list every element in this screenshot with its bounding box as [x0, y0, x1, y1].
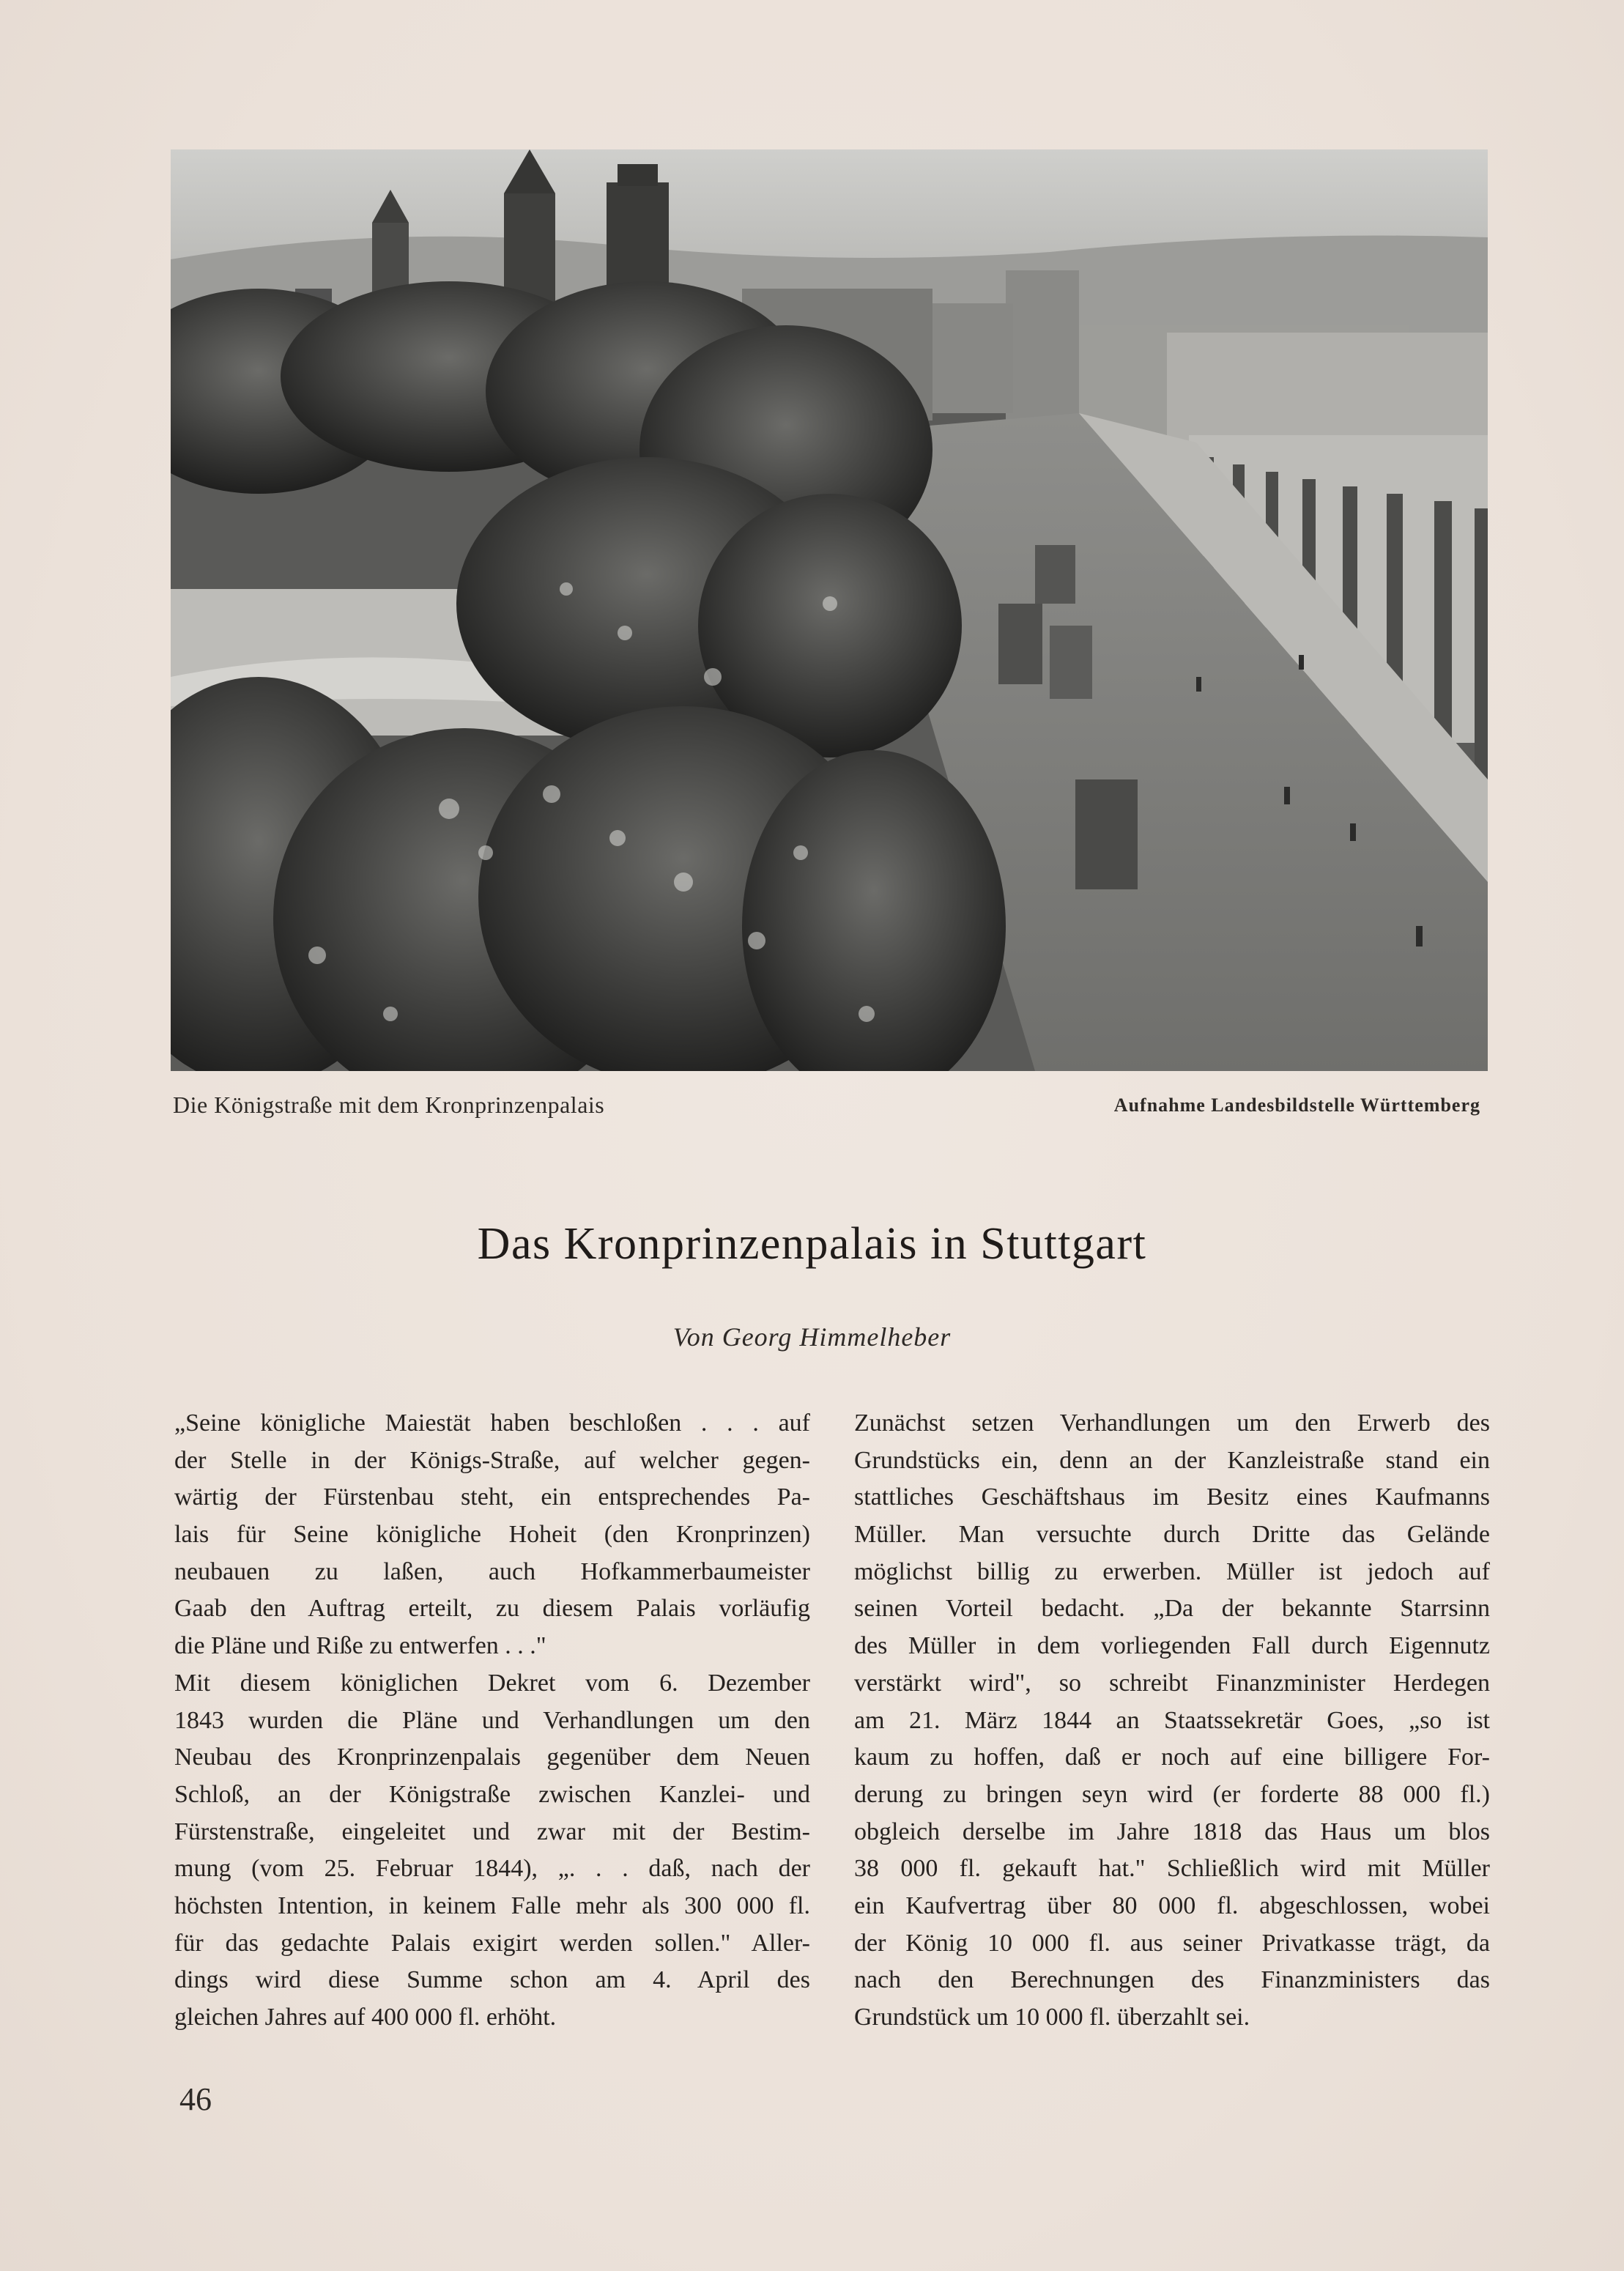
- text-line: kaum zu hoffen, daß er noch auf eine billigere For-: [854, 1744, 1490, 1771]
- text-line: der König 10 000 fl. aus seiner Privatkasse trägt, da: [854, 1929, 1490, 1957]
- text-line: Mit diesem königlichen Dekret vom 6. Dezember: [174, 1669, 810, 1697]
- street-photograph: [171, 149, 1488, 1071]
- text-line: Neubau des Kronprinzenpalais gegenüber dem Neuen: [174, 1744, 810, 1771]
- text-line: 38 000 fl. gekauft hat." Schließlich wird mit Müller: [854, 1855, 1490, 1883]
- page-number: 46: [179, 2081, 212, 2117]
- text-line: wärtig der Fürstenbau steht, ein entsprechendes Pa-: [174, 1483, 810, 1511]
- text-line: stattliches Geschäftshaus im Besitz eines Kaufmanns: [854, 1483, 1490, 1511]
- article-byline: Von Georg Himmelheber: [672, 1322, 952, 1352]
- right-text-column: [854, 1405, 1490, 2037]
- text-line: dings wird diese Summe schon am 4. April des: [174, 1966, 810, 1994]
- text-line: ein Kaufvertrag über 80 000 fl. abgeschlossen, wobei: [854, 1892, 1490, 1919]
- photo-credit: Aufnahme Landesbildstelle Württemberg: [1113, 1094, 1480, 1116]
- text-line: derung zu bringen seyn wird (er forderte 88 000 fl.): [854, 1780, 1490, 1808]
- text-line: Zunächst setzen Verhandlungen um den Erwerb des: [854, 1409, 1490, 1437]
- text-line: „Seine königliche Maiestät haben beschloßen . . . auf: [174, 1409, 810, 1437]
- text-line: neubauen zu laßen, auch Hofkammerbaumeister: [174, 1557, 810, 1585]
- text-line: Müller. Man versuchte durch Dritte das Gelände: [854, 1521, 1490, 1549]
- text-line: 1843 wurden die Pläne und Verhandlungen um den: [174, 1706, 810, 1734]
- text-line: der Stelle in der Königs-Straße, auf welcher gegen-: [174, 1446, 810, 1474]
- text-line: lais für Seine königliche Hoheit (den Kronprinzen): [174, 1521, 810, 1549]
- text-line: am 21. März 1844 an Staatssekretär Goes, „so ist: [854, 1706, 1490, 1734]
- text-line: Fürstenstraße, eingeleitet und zwar mit der Bestim-: [174, 1818, 810, 1845]
- text-line: Gaab den Auftrag erteilt, zu diesem Palais vorläufig: [174, 1595, 810, 1623]
- text-line: seinen Vorteil bedacht. „Da der bekannte Starrsinn: [854, 1595, 1490, 1623]
- text-line: nach den Berechnungen des Finanzministers das: [854, 1966, 1490, 1994]
- photo-caption: Die Königstraße mit dem Kronprinzenpalais: [173, 1092, 605, 1118]
- left-text-column: [174, 1405, 810, 2037]
- text-line: Grundstücks ein, denn an der Kanzleistraße stand ein: [854, 1446, 1490, 1474]
- text-line: gleichen Jahres auf 400 000 fl. erhöht.: [174, 2004, 557, 2031]
- text-line: für das gedachte Palais exigirt werden sollen." Aller-: [174, 1929, 810, 1957]
- text-line: verstärkt wird", so schreibt Finanzminister Herdegen: [854, 1669, 1490, 1697]
- text-line: Schloß, an der Königstraße zwischen Kanzlei- und: [174, 1780, 810, 1808]
- text-line: höchsten Intention, in keinem Falle mehr als 300 000 fl.: [174, 1892, 810, 1919]
- article-title: Das Kronprinzenpalais in Stuttgart: [477, 1219, 1147, 1269]
- text-line: mung (vom 25. Februar 1844), „. . . daß, nach der: [174, 1855, 810, 1883]
- text-line: des Müller in dem vorliegenden Fall durch Eigennutz: [854, 1632, 1490, 1660]
- text-line: Grundstück um 10 000 fl. überzahlt sei.: [854, 2004, 1250, 2031]
- text-line: obgleich derselbe im Jahre 1818 das Haus um blos: [854, 1818, 1490, 1845]
- text-line: möglichst billig zu erwerben. Müller ist jedoch auf: [854, 1557, 1490, 1585]
- text-line: die Pläne und Riße zu entwerfen . . .": [174, 1632, 546, 1660]
- photo-illustration: [171, 149, 1488, 1071]
